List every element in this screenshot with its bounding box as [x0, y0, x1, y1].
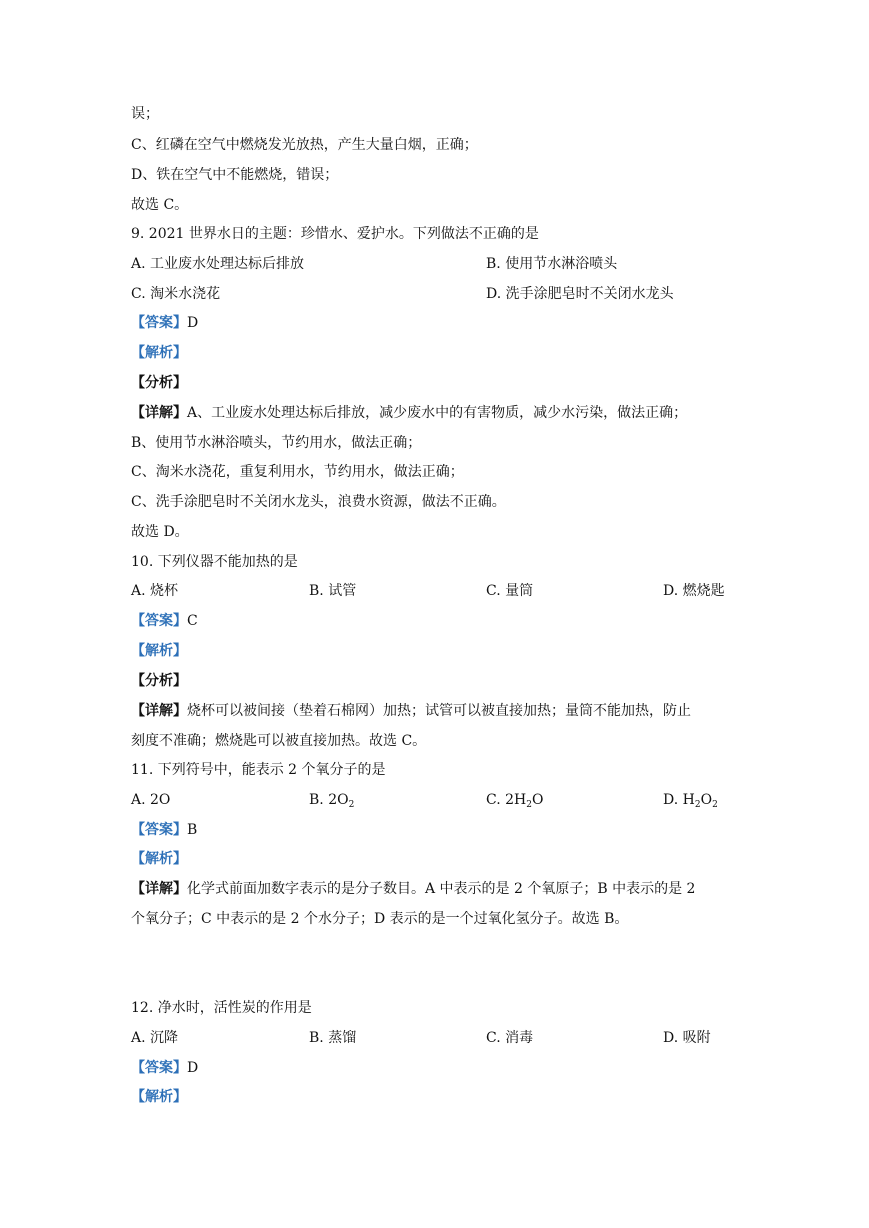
option-d: D. 洗手涂肥皂时不关闭水龙头	[486, 286, 674, 302]
option-d: D. 燃烧匙	[663, 583, 725, 599]
answer-label: 【答案】	[131, 315, 187, 331]
answer-label: 【答案】	[131, 613, 187, 629]
option-b: B. 使用节水淋浴喷头	[486, 256, 618, 272]
answer-line	[131, 820, 197, 840]
formula: 2O	[328, 792, 349, 808]
subscript: 2	[712, 800, 718, 810]
fenxi-label: 【分析】	[131, 673, 187, 689]
option-d	[663, 790, 718, 810]
jiexi-label: 【解析】	[131, 851, 187, 867]
option-c: C. 量筒	[486, 583, 534, 599]
formula: H	[682, 792, 695, 808]
option-a: A. 烧杯	[131, 583, 179, 599]
jiexi-label: 【解析】	[131, 345, 187, 361]
subscript: 2	[526, 800, 532, 810]
detail-line: C、淘米水浇花，重复利用水，节约用水，做法正确；	[131, 464, 464, 480]
detail-line	[131, 701, 691, 721]
jiexi-label: 【解析】	[131, 1089, 187, 1105]
jiexi-label: 【解析】	[131, 643, 187, 659]
detail-line: 个氧分子；C 中表示的是 2 个水分子；D 表示的是一个过氧化氢分子。故选 B。	[131, 911, 629, 927]
analysis-heading	[131, 1087, 187, 1107]
fenxi-heading	[131, 671, 187, 691]
option-d: D. 吸附	[663, 1030, 711, 1046]
option-label: C.	[486, 792, 506, 808]
text-line: D、铁在空气中不能燃烧，错误；	[131, 167, 339, 183]
option-b	[309, 790, 354, 810]
formula: 2H	[505, 792, 527, 808]
detail-line	[131, 403, 687, 423]
option-b: B. 试管	[309, 583, 357, 599]
option-c: C. 消毒	[486, 1030, 534, 1046]
analysis-heading	[131, 849, 187, 869]
analysis-heading	[131, 343, 187, 363]
answer-value: B	[187, 822, 198, 838]
detail-line: 故选 D。	[131, 524, 189, 540]
option-label: A.	[131, 792, 151, 808]
detail-label: 【详解】	[131, 405, 187, 421]
text-line: C、红磷在空气中燃烧发光放热，产生大量白烟，正确；	[131, 137, 478, 153]
option-a: A. 沉降	[131, 1030, 179, 1046]
formula: O	[700, 792, 713, 808]
question-stem: 9. 2021 世界水日的主题：珍惜水、爱护水。下列做法不正确的是	[131, 226, 539, 242]
detail-line	[131, 879, 695, 899]
answer-line	[131, 611, 198, 631]
text-line: 误；	[131, 106, 159, 122]
option-b: B. 蒸馏	[309, 1030, 357, 1046]
answer-value: D	[187, 315, 199, 331]
detail-text: 化学式前面加数字表示的是分子数目。A 中表示的是 2 个氧原子；B 中表示的是 2	[187, 881, 696, 897]
answer-label: 【答案】	[131, 1060, 187, 1076]
detail-line: C、洗手涂肥皂时不关闭水龙头，浪费水资源，做法不正确。	[131, 494, 506, 510]
fenxi-label: 【分析】	[131, 375, 187, 391]
question-stem: 11. 下列符号中，能表示 2 个氧分子的是	[131, 762, 386, 778]
option-a	[131, 790, 170, 810]
formula: 2O	[150, 792, 171, 808]
option-a: A. 工业废水处理达标后排放	[131, 256, 305, 272]
question-stem: 10. 下列仪器不能加热的是	[131, 554, 298, 570]
answer-label: 【答案】	[131, 822, 187, 838]
option-label: B.	[309, 792, 329, 808]
detail-label: 【详解】	[131, 881, 187, 897]
answer-line	[131, 313, 198, 333]
option-c	[486, 790, 543, 810]
fenxi-heading	[131, 373, 187, 393]
answer-value: C	[187, 613, 198, 629]
option-c: C. 淘米水浇花	[131, 286, 221, 302]
detail-line: B、使用节水淋浴喷头，节约用水，做法正确；	[131, 435, 422, 451]
subscript: 2	[694, 800, 701, 810]
answer-line	[131, 1058, 198, 1078]
formula: O	[531, 792, 544, 808]
option-label: D.	[663, 792, 683, 808]
text-line: 故选 C。	[131, 197, 189, 213]
analysis-heading	[131, 641, 187, 661]
subscript: 2	[348, 800, 355, 810]
detail-line: 刻度不准确；燃烧匙可以被直接加热。故选 C。	[131, 733, 427, 749]
detail-text: 烧杯可以被间接（垫着石棉网）加热；试管可以被直接加热；量筒不能加热，防止	[187, 703, 691, 719]
detail-label: 【详解】	[131, 703, 187, 719]
detail-text: A、工业废水处理达标后排放，减少废水中的有害物质，减少水污染，做法正确；	[187, 405, 688, 421]
answer-value: D	[187, 1060, 199, 1076]
question-stem: 12. 净水时，活性炭的作用是	[131, 1000, 312, 1016]
